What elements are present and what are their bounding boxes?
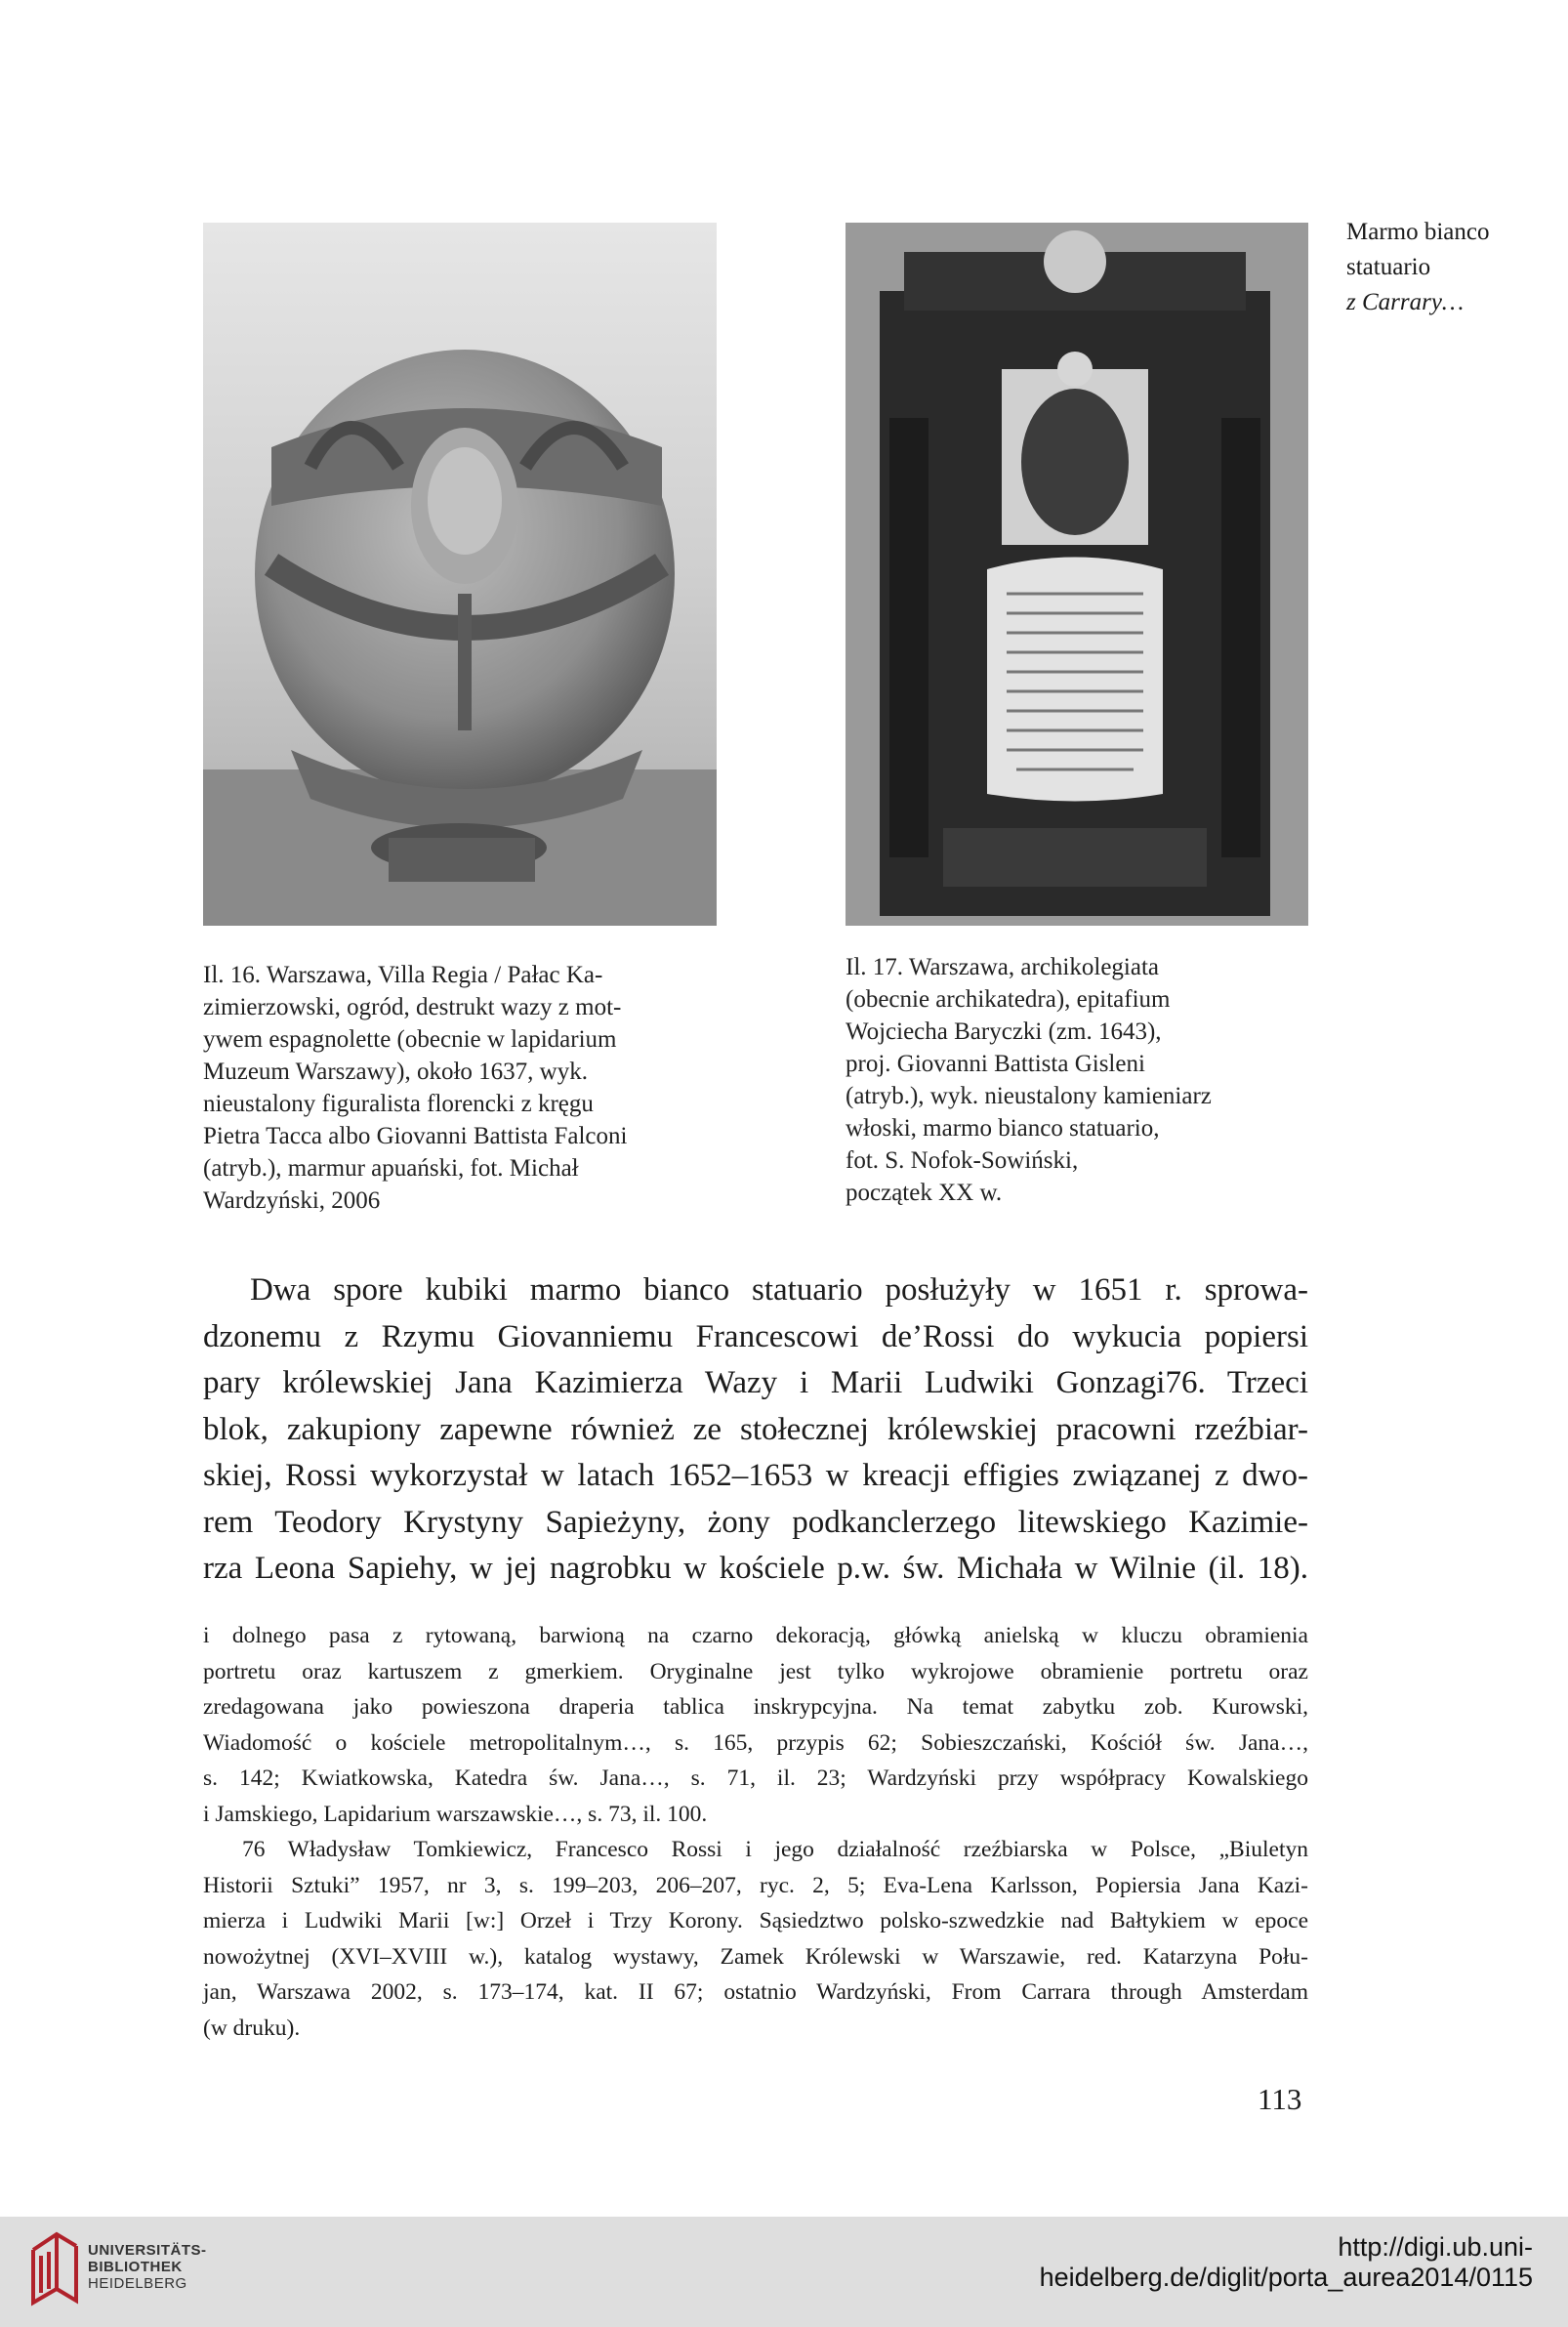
page-number: 113 — [1258, 2082, 1302, 2116]
margin-note-line: z Carrary… — [1346, 289, 1465, 315]
logo-line: UNIVERSITÄTS- — [88, 2242, 207, 2259]
caption-line: Wardzyński, 2006 — [203, 1187, 381, 1214]
footnote-line: 76 Władysław Tomkiewicz, Francesco Rossi i jego działalność rzeźbiarska w Polsce, „Biuletyn — [242, 1837, 1308, 1862]
body-line: blok, zakupiony zapewne również ze stołecznej królewskiej pracowni rzeźbiar- — [203, 1411, 1308, 1447]
figure-16-caption — [203, 959, 627, 1217]
library-logo-text — [88, 2242, 207, 2292]
logo-line: HEIDELBERG — [88, 2275, 187, 2292]
library-logo-icon — [27, 2230, 82, 2308]
epitaph-image — [846, 223, 1308, 926]
footnote-line: jan, Warszawa 2002, s. 173–174, kat. II 67; ostatnio Wardzyński, From Carrara through Amsterdam — [203, 1979, 1308, 2005]
caption-line: Pietra Tacca albo Giovanni Battista Falconi — [203, 1123, 628, 1149]
margin-note — [1346, 215, 1489, 320]
body-paragraph — [203, 1267, 1308, 1593]
footnote-line: mierza i Ludwiki Marii [w:] Orzeł i Trzy Korony. Sąsiedztwo polsko-szwedzkie nad Bałtykiem w epoce — [203, 1908, 1308, 1933]
footnote-line: nowożytnej (XVI–XVIII w.), katalog wystawy, Zamek Królewski w Warszawie, red. Katarzyna Połu- — [203, 1943, 1308, 1970]
source-url-link[interactable]: http://digi.ub.uni-heidelberg.de/diglit/porta_aurea2014/0115 — [1039, 2232, 1533, 2292]
footnote-line: Wiadomość o kościele metropolitalnym…, s. 165, przypis 62; Sobieszczański, Kościół św. Jana…, — [203, 1729, 1308, 1756]
margin-note-line: statuario — [1346, 254, 1431, 280]
footnote-line: (w druku). — [203, 2015, 301, 2041]
figure-17-caption — [846, 951, 1212, 1209]
caption-line: zimierzowski, ogród, destrukt wazy z mot- — [203, 994, 622, 1020]
body-line: rza Leona Sapiehy, w jej nagrobku w kościele p.w. św. Michała w Wilnie (il. 18). — [203, 1551, 1308, 1586]
caption-line: włoski, marmo bianco statuario, — [846, 1115, 1160, 1142]
caption-line: (obecnie archikatedra), epitafium — [846, 986, 1171, 1013]
caption-line: Wojciecha Baryczki (zm. 1643), — [846, 1018, 1162, 1045]
caption-line: proj. Giovanni Battista Gisleni — [846, 1051, 1145, 1077]
footnote-76 — [203, 1832, 1308, 2046]
footnote-line: i dolnego pasa z rytowaną, barwioną na czarno dekoracją, główką anielską w kluczu obramienia — [203, 1623, 1308, 1648]
caption-line: (atryb.), marmur apuański, fot. Michał — [203, 1155, 579, 1182]
figure-16-photo — [203, 223, 717, 926]
body-line: Dwa spore kubiki marmo bianco statuario posłużyły w 1651 r. sprowa- — [250, 1272, 1308, 1308]
caption-line: fot. S. Nofok-Sowiński, — [846, 1147, 1079, 1174]
caption-line: początek XX w. — [846, 1180, 1003, 1206]
caption-line: Il. 17. Warszawa, archikolegiata — [846, 954, 1159, 980]
margin-note-line: Marmo bianco — [1346, 219, 1490, 245]
body-line: rem Teodory Krystyny Sapieżyny, żony podkanclerzego litewskiego Kazimie- — [203, 1504, 1308, 1540]
caption-line: nieustalony figuralista florencki z kręgu — [203, 1091, 594, 1117]
footnote-continuation — [203, 1618, 1308, 1832]
footnote-line: i Jamskiego, Lapidarium warszawskie…, s. 73, il. 100. — [203, 1801, 708, 1827]
logo-line: BIBLIOTHEK — [88, 2259, 183, 2275]
vase-image — [203, 223, 717, 926]
body-line: dzonemu z Rzymu Giovanniemu Francescowi de’Rossi do wykucia popiersi — [203, 1318, 1308, 1354]
body-line: skiej, Rossi wykorzystał w latach 1652–1653 w kreacji effigies związanej z dwo- — [203, 1458, 1308, 1493]
footnote-line: s. 142; Kwiatkowska, Katedra św. Jana…, s. 71, il. 23; Wardzyński przy współpracy Kowalskiego — [203, 1766, 1308, 1791]
footnote-line: portretu oraz kartuszem z gmerkiem. Oryginalne jest tylko wykrojowe obramienie portretu oraz — [203, 1658, 1308, 1684]
footnote-line: zredagowana jako powieszona draperia tablica inskrypcyjna. Na temat zabytku zob. Kurowski, — [203, 1694, 1308, 1720]
footnote-line: Historii Sztuki” 1957, nr 3, s. 199–203, 206–207, ryc. 2, 5; Eva-Lena Karlsson, Popiersia Jana Kazi- — [203, 1872, 1308, 1898]
caption-line: ywem espagnolette (obecnie w lapidarium — [203, 1026, 617, 1053]
figure-17-photo — [846, 223, 1308, 926]
caption-line: (atryb.), wyk. nieustalony kamieniarz — [846, 1083, 1212, 1109]
caption-line: Il. 16. Warszawa, Villa Regia / Pałac Ka- — [203, 962, 603, 988]
body-line: pary królewskiej Jana Kazimierza Wazy i Marii Ludwiki Gonzagi76. Trzeci — [203, 1365, 1308, 1400]
caption-line: Muzeum Warszawy), około 1637, wyk. — [203, 1059, 588, 1085]
